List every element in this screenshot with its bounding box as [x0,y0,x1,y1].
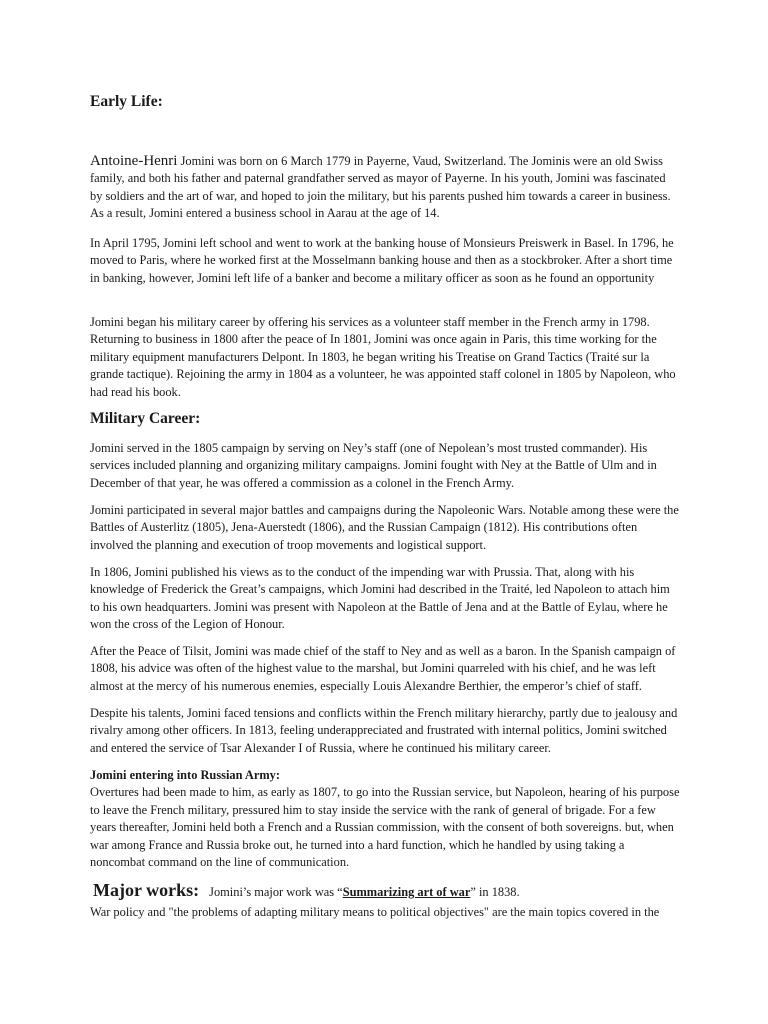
paragraph-early-life-2: In April 1795, Jomini left school and went to work at the banking house of Monsieurs Preiswerk in Basel. In 1796, he moved to Paris, where he worked first at the Mosselmann banking house and then as a stockbroker. After a short time in banking, however, Jomini left life of a banker and become a military officer as soon as he found an opportunity [90,236,674,285]
paragraph-military-3: In 1806, Jomini published his views as to the conduct of the impending war with Prussia. That, along with his knowledge of Frederick the Great’s campaigns, which Jomini had described in the Traité, led Napoleon to attach him to his own headquarters. Jomini was present with Napoleon at the Battle of Jena and at the Battle of Eylau, where he won the cross of the Legion of Honour. [90,565,670,632]
paragraph-military-2: Jomini participated in several major battles and campaigns during the Napoleonic Wars. Notable among these were the Battles of Austerlitz (1805), Jena-Auerstedt (1806), and the Russian Campaign (1812). His contributions often involved the planning and execution of troop movements and logistical support. [90,503,679,552]
major-work-title: Summarizing art of war [342,885,471,899]
paragraph-early-life-3: Jomini began his military career by offering his services as a volunteer staff member in the French army in 1798. Returning to business in 1800 after the peace of In 1801, Jomini was once again in Paris, this time working for the military equipment manufacturers Delpont. In 1803, he began writing his Treatise on Grand Tactics (Traité sur la grande tactique). Rejoining the army in 1804 as a volunteer, he was appointed staff colonel in 1805 by Napoleon, who had read his book. [90,315,676,399]
section-heading-major-works: Major works: [93,880,200,900]
section-heading-early-life: Early Life: [90,93,163,110]
paragraph-text: Overtures had been made to him, as early as 1807, to go into the Russian service, but Napoleon, hearing of his purpose to leave the French military, pressured him to stay inside the service with the rank of general of brigade. For a few years thereafter, Jomini held both a French and a Russian commission, with the consent of both sovereigns. but, when war among France and Russia broke out, he turned into a hard function, which he handled by using taking a noncombat command on the line of communication. [90,785,680,870]
paragraph-early-life-1 [90,153,680,223]
paragraph-military-5: Despite his talents, Jomini faced tensions and conflicts within the French military hierarchy, partly due to jealousy and rivalry among other officers. In 1813, feeling underappreciated and frustrated with internal politics, Jomini switched and entered the service of Tsar Alexander I of Russia, where he continued his military career. [90,706,678,755]
paragraph-major-works-1: War policy and "the problems of adapting military means to political objectives" are the main topics covered in the [90,905,660,919]
paragraph-text: Jomini was born on 6 March 1779 in Payerne, Vaud, Switzerland. The Jominis were an old Swiss family, and both his father and paternal grandfather served as mayor of Payerne. In his youth, Jomini was fascinated by soldiers and the art of war, and hoped to join the military, but his parents pushed him towards a career in business. As a result, Jomini entered a business school in Aarau at the age of 14. [90,154,671,221]
major-works-intro-before: Jomini’s major work was “ [209,885,343,899]
section-heading-military-career: Military Career: [90,410,201,427]
paragraph-russian-army [90,767,680,871]
major-works-intro-after: ” in 1838. [470,885,520,899]
subheading-russian-army: Jomini entering into Russian Army: [90,768,280,782]
paragraph-military-4: After the Peace of Tilsit, Jomini was made chief of the staff to Ney and as well as a baron. In the Spanish campaign of 1808, his advice was often of the highest value to the marshal, but Jomini quarreled with his chief, and he was left almost at the mercy of his numerous enemies, especially Louis Alexandre Berthier, the emperor’s chief of staff. [90,644,676,693]
lead-name: Antoine-Henri [90,153,178,169]
major-works-line [93,880,683,902]
paragraph-military-1: Jomini served in the 1805 campaign by serving on Ney’s staff (one of Nepolean’s most trusted commander). His services included planning and organizing military campaigns. Jomini fought with Ney at the Battle of Ulm and in December of that year, he was offered a commission as a colonel in the French Army. [90,441,657,490]
